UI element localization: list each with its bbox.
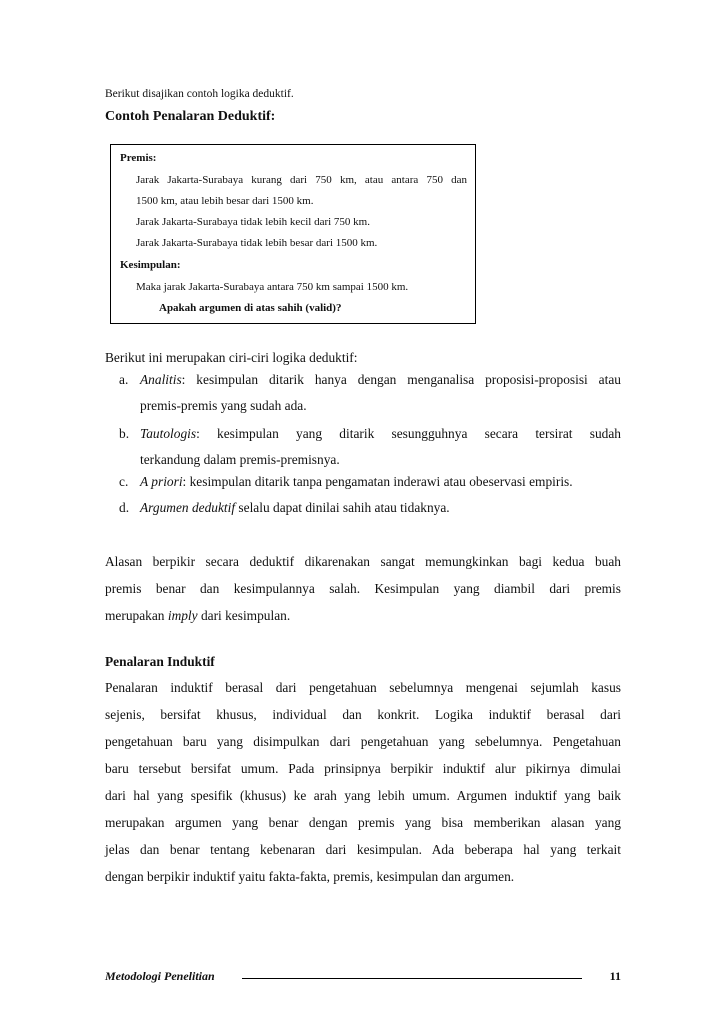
paragraph-line (105, 602, 621, 629)
emphasis-text: imply (167, 608, 198, 623)
paragraph-line: Penalaran induktif berasal dari pengetahuan sebelumnya mengenai sejumlah kasus (105, 680, 621, 695)
alasan-paragraph (105, 548, 621, 629)
list-term: Argumen deduktif (140, 500, 236, 515)
list-text: : kesimpulan ditarik hanya dengan menganalisa proposisi-proposisi atau (181, 372, 621, 387)
list-item (140, 474, 621, 490)
paragraph-line: jelas dan benar tentang kebenaran dari kesimpulan. Ada beberapa hal yang terkait (105, 842, 621, 857)
paragraph-line: sejenis, bersifat khusus, individual dan konkrit. Logika induktif berasal dari (105, 707, 621, 722)
paragraph-line: dengan berpikir induktif yaitu fakta-fakta, premis, kesimpulan dan argumen. (105, 869, 515, 884)
induktif-heading: Penalaran Induktif (105, 654, 215, 669)
paragraph-line: merupakan argumen yang benar dengan premis yang bisa memberikan alasan yang (105, 815, 621, 830)
list-text: selalu dapat dinilai sahih atau tidaknya. (235, 500, 450, 515)
example-heading: Contoh Penalaran Deduktif: (105, 109, 276, 124)
ciri-intro: Berikut ini merupakan ciri-ciri logika deduktif: (105, 350, 358, 365)
premis-line: Jarak Jakarta-Surabaya tidak lebih besar dari 1500 km. (136, 237, 378, 249)
list-term: Tautologis (140, 426, 197, 441)
list-marker: b. (119, 426, 130, 441)
list-term: Analitis (140, 372, 182, 387)
list-text: : kesimpulan ditarik tanpa pengamatan inderawi atau obeservasi empiris. (182, 474, 573, 489)
list-item (140, 500, 621, 516)
intro-text: Berikut disajikan contoh logika deduktif. (105, 88, 294, 100)
kesimpulan-label: Kesimpulan: (120, 259, 181, 271)
paragraph-line: dari hal yang spesifik (khusus) ke arah yang lebih umum. Argumen induktif yang baik (105, 788, 621, 803)
list-marker: a. (119, 372, 129, 387)
premis-line: 1500 km, atau lebih besar dari 1500 km. (136, 195, 314, 207)
list-marker: c. (119, 474, 129, 489)
premis-line: Jarak Jakarta-Surabaya kurang dari 750 km, atau antara 750 dan (136, 174, 467, 186)
list-item (140, 426, 621, 442)
question: Apakah argumen di atas sahih (valid)? (159, 302, 342, 314)
example-box (110, 144, 476, 324)
text-run: merupakan (105, 608, 168, 623)
induktif-paragraph (105, 674, 621, 890)
list-term: A priori (140, 474, 183, 489)
footer-rule (242, 978, 582, 979)
text-run: dari kesimpulan. (197, 608, 291, 623)
list-item-cont: premis-premis yang sudah ada. (140, 398, 307, 413)
paragraph-line: Alasan berpikir secara deduktif dikarenakan sangat memungkinkan bagi kedua buah (105, 554, 621, 569)
paragraph-line: pengetahuan baru yang disimpulkan dari pengetahuan yang sebelumnya. Pengetahuan (105, 734, 621, 749)
paragraph-line: baru tersebut bersifat umum. Pada prinsipnya berpikir induktif alur pikirnya dimulai (105, 761, 621, 776)
kesimpulan-line: Maka jarak Jakarta-Surabaya antara 750 km sampai 1500 km. (136, 281, 409, 293)
premis-label: Premis: (120, 152, 157, 164)
list-text: : kesimpulan yang ditarik sesungguhnya secara tersirat sudah (196, 426, 621, 441)
page-footer (105, 969, 621, 989)
list-marker: d. (119, 500, 130, 515)
paragraph-line: premis benar dan kesimpulannya salah. Kesimpulan yang diambil dari premis (105, 581, 621, 596)
footer-title: Metodologi Penelitian (105, 969, 215, 983)
list-item (140, 372, 621, 388)
list-item-cont: terkandung dalam premis-premisnya. (140, 452, 340, 467)
premis-line: Jarak Jakarta-Surabaya tidak lebih kecil dari 750 km. (136, 216, 370, 228)
page-number: 11 (609, 969, 621, 983)
